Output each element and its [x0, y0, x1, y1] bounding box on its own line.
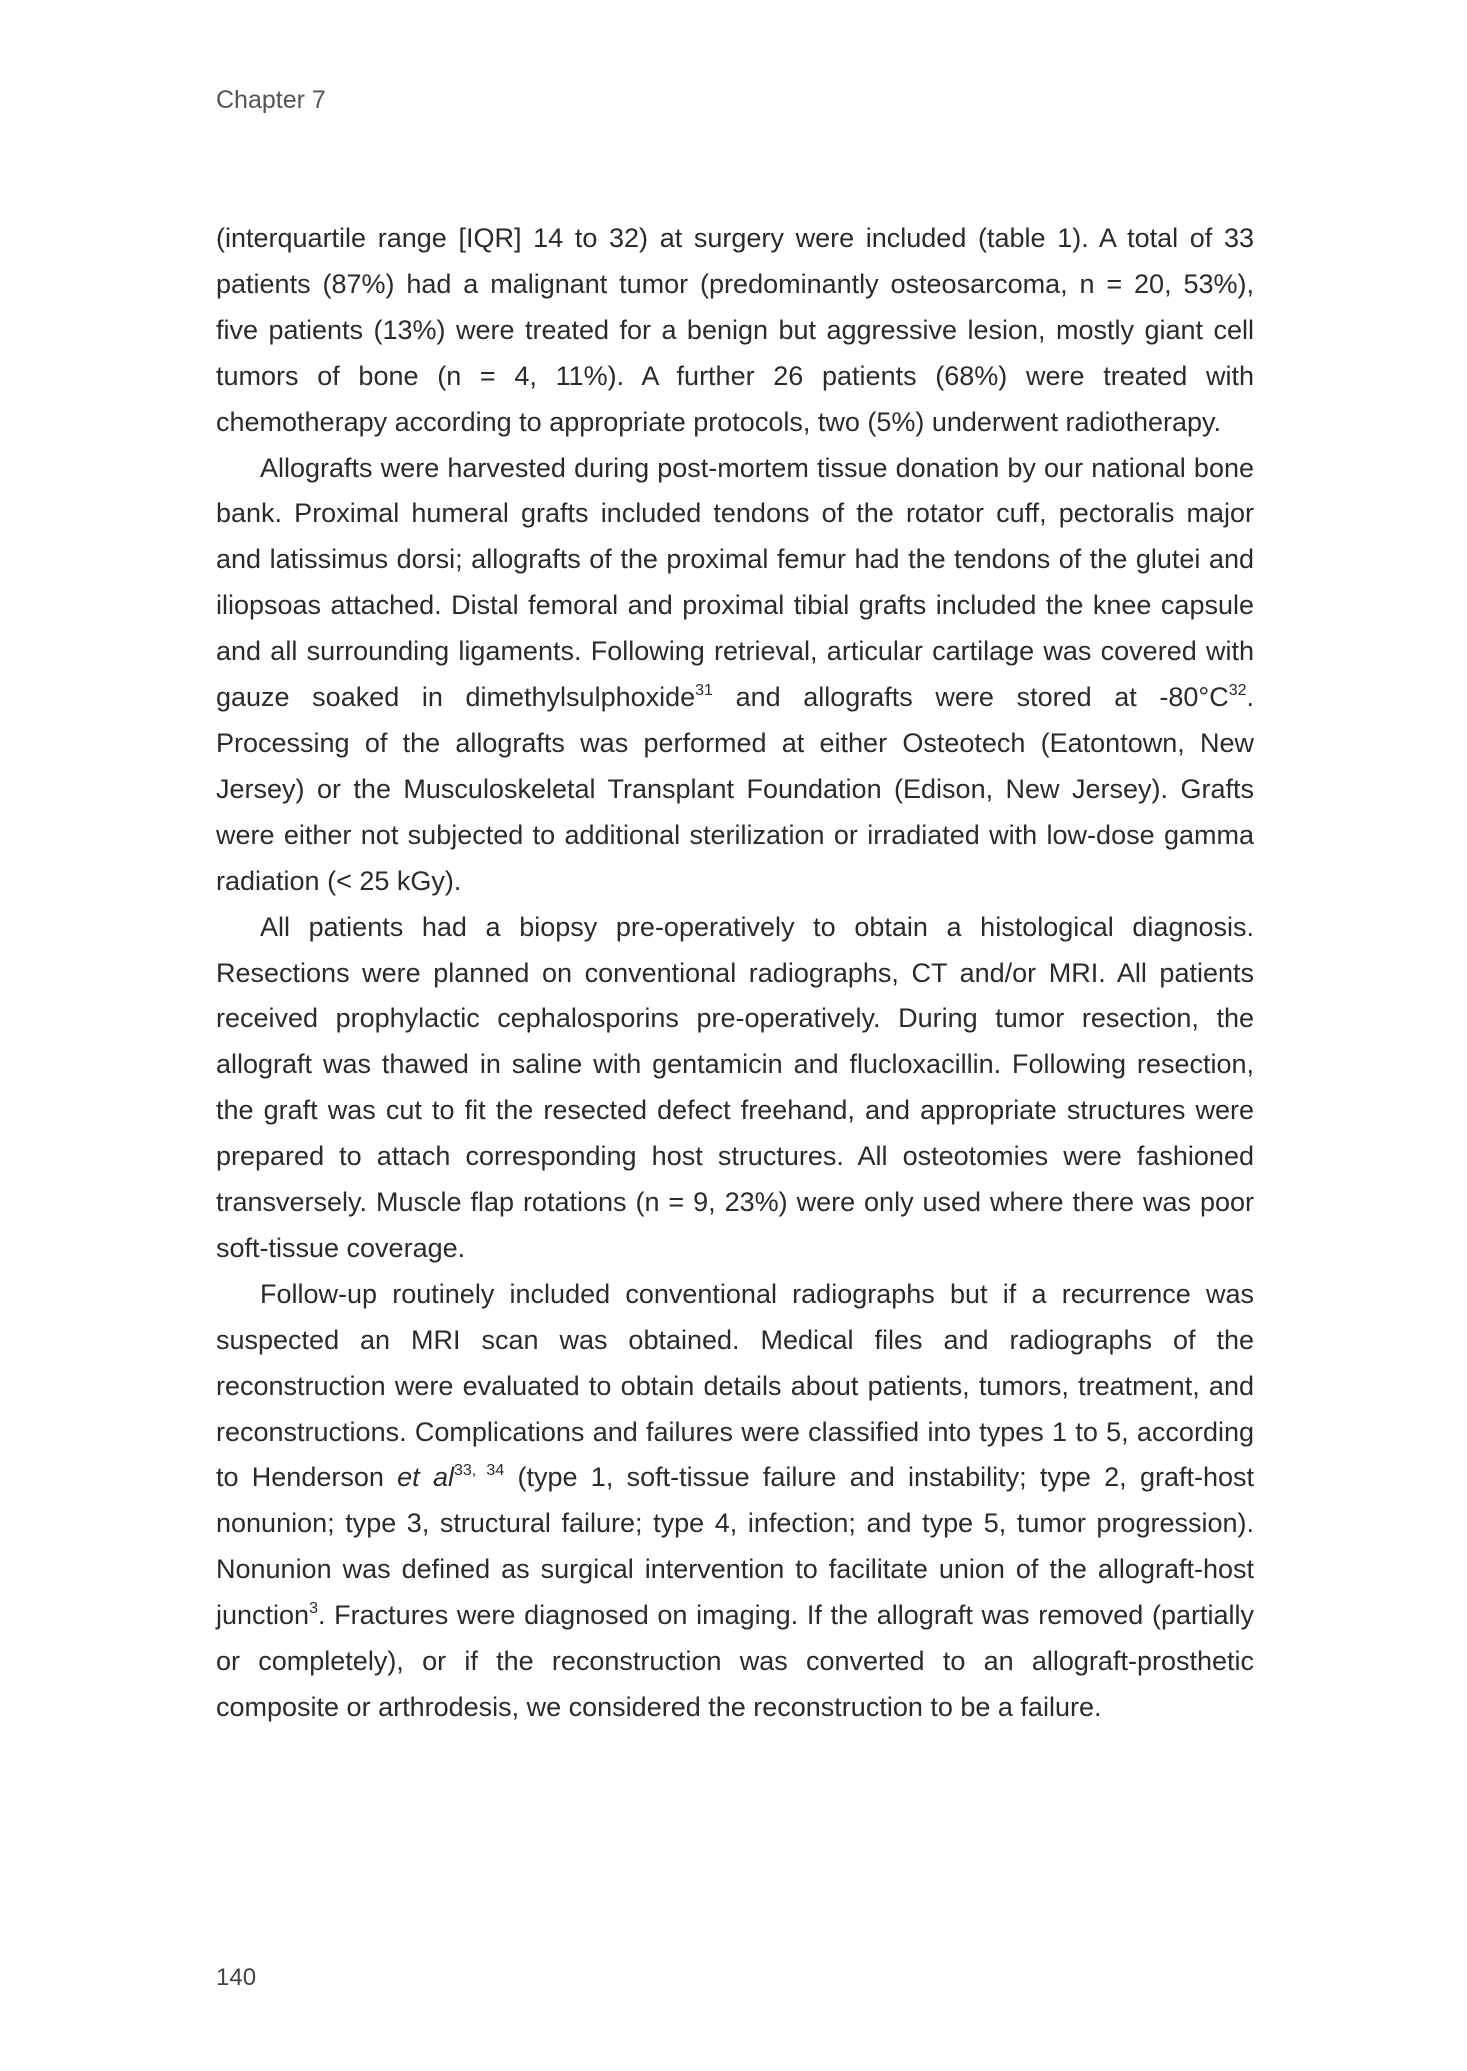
paragraph-1: (interquartile range [IQR] 14 to 32) at surgery were included (table 1). A total of 33 patients (87%) had a malignant tumor (predominantly osteosarcoma, n = 20, 53%), five patients (13%) were treated for a benign but aggressive lesion, mostly giant cell tumors of bone (n = 4, 11%). A further 26 patients (68%) were treated with chemotherapy according to appropriate protocols, two (5%) underwent radiotherapy. — [216, 223, 1254, 437]
paragraph-4-part1: Follow-up routinely included conventional radiographs but if a recurrence was suspected an MRI scan was obtained. Medical files and radiographs of the reconstruction were evaluated to obtain details about patients, tumors, treatment, and reconstructions. Complications and failures were classified into types 1 to 5, according to Henderson — [216, 1278, 1254, 1493]
et-al-italic: et al — [397, 1462, 454, 1493]
citation-ref-32: 32 — [1228, 682, 1247, 700]
paragraph-4 — [216, 1272, 1254, 1731]
paragraph-4-part2: (type 1, soft-tissue failure and instability; type 2, graft-host nonunion; type 3, structural failure; type 4, infection; and type 5, tumor progression). Nonunion was defined as surgical intervention to facilitate union of the allograft-host junction — [216, 1462, 1255, 1631]
paragraph-2-part1: Allografts were harvested during post-mortem tissue donation by our national bone bank. Proximal humeral grafts included tendons of the rotator cuff, pectoralis major and latissimus dorsi; allografts of the proximal femur had the tendons of the glutei and iliopsoas attached. Distal femoral and proximal tibial grafts included the knee capsule and all surrounding ligaments. Following retrieval, articular cartilage was covered with gauze soaked in dimethylsulphoxide — [216, 452, 1254, 713]
running-head: Chapter 7 — [216, 86, 326, 114]
paragraph-4-part3: . Fractures were diagnosed on imaging. If the allograft was removed (partially or completely), or if the reconstruction was converted to an allograft-prosthetic composite or arthrodesis, we considered the reconstruction to be a failure. — [216, 1600, 1254, 1722]
paragraph-2-part3: . Processing of the allografts was performed at either Osteotech (Eatontown, New Jersey) or the Musculoskeletal Transplant Foundation (Edison, New Jersey). Grafts were either not subjected to additional sterilization or irradiated with low-dose gamma radiation (< 25 kGy). — [216, 682, 1255, 896]
paragraph-2-part2: and allografts were stored at -80°C — [712, 682, 1229, 713]
paragraph-2 — [216, 446, 1254, 905]
page-number: 140 — [216, 1964, 257, 1991]
paragraph-3: All patients had a biopsy pre-operatively to obtain a histological diagnosis. Resections were planned on conventional radiographs, CT and/or MRI. All patients received prophylactic cephalosporins pre-operatively. During tumor resection, the allograft was thawed in saline with gentamicin and flucloxacillin. Following resection, the graft was cut to fit the resected defect freehand, and appropriate structures were prepared to attach corresponding host structures. All osteotomies were fashioned transversely. Muscle flap rotations (n = 9, 23%) were only used where there was poor soft-tissue coverage. — [216, 911, 1254, 1263]
body-text — [216, 216, 1254, 1731]
citation-ref-33-34: 33, 34 — [453, 1462, 505, 1480]
citation-ref-3: 3 — [309, 1600, 318, 1618]
citation-ref-31: 31 — [695, 682, 713, 700]
